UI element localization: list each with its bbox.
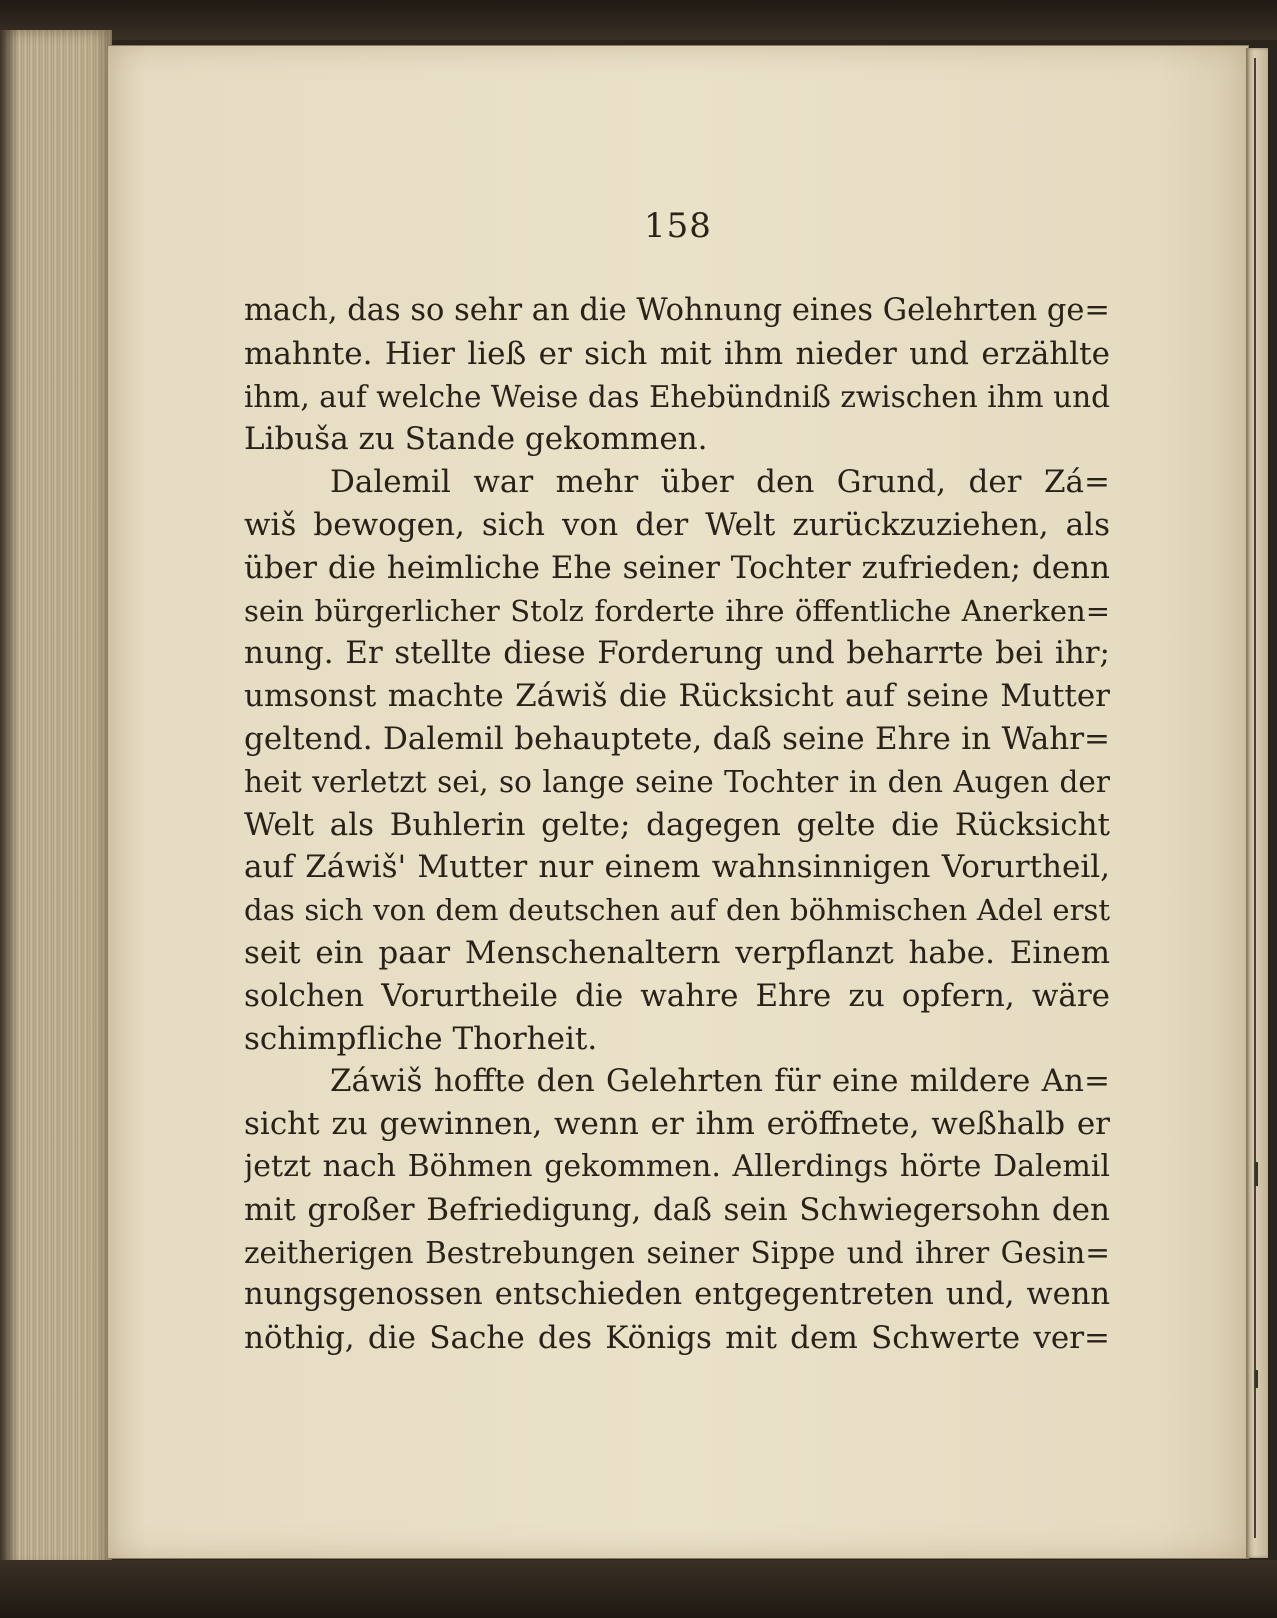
text-line: Dalemil war mehr über den Grund, der Zá= <box>330 464 1110 501</box>
binding-shadow-bottom <box>0 1560 1277 1618</box>
text-line: solchen Vorurtheile die wahre Ehre zu opfern, wäre <box>244 977 1110 1014</box>
text-line: heit verletzt sei, so lange seine Tochter in den Augen der <box>244 764 1110 799</box>
body-text <box>244 290 1110 1360</box>
text-line: ihm, auf welche Weise das Ehebündniß zwischen ihm und <box>244 379 1110 414</box>
text-line: Záwiš hoffte den Gelehrten für eine mildere An= <box>330 1063 1110 1100</box>
text-line: mahnte. Hier ließ er sich mit ihm nieder und erzählte <box>244 335 1110 372</box>
text-line: sein bürgerlicher Stolz forderte ihre öffentliche Anerken= <box>244 593 1110 628</box>
text-line: Libuša zu Stande gekommen. <box>244 421 708 458</box>
text-line: nungsgenossen entschieden entgegentreten und, wenn <box>244 1277 1110 1313</box>
page-number: 158 <box>644 206 712 246</box>
text-line: nöthig, die Sache des Königs mit dem Schwerte ver= <box>244 1320 1110 1357</box>
text-line: seit ein paar Menschenaltern verpflanzt habe. Einem <box>244 934 1110 971</box>
stacked-page-edges <box>0 30 112 1570</box>
margin-mark <box>1255 1370 1258 1388</box>
text-line: Welt als Buhlerin gelte; dagegen gelte die Rücksicht <box>244 806 1110 843</box>
book-page <box>108 46 1248 1558</box>
text-line: zeitherigen Bestrebungen seiner Sippe und ihrer Gesin= <box>244 1235 1110 1270</box>
right-page-edge <box>1246 48 1268 1558</box>
text-line: auf Záwiš' Mutter nur einem wahnsinnigen Vorurtheil, <box>244 849 1110 886</box>
text-line: über die heimliche Ehe seiner Tochter zufrieden; denn <box>244 549 1110 586</box>
text-line: nung. Er stellte diese Forderung und beharrte bei ihr; <box>244 635 1110 672</box>
text-line: wiš bewogen, sich von der Welt zurückzuziehen, als <box>244 506 1110 543</box>
text-line: das sich von dem deutschen auf den böhmischen Adel erst <box>244 893 1110 928</box>
binding-shadow-top <box>0 0 1277 40</box>
text-line: jetzt nach Böhmen gekommen. Allerdings hörte Dalemil <box>244 1148 1110 1184</box>
text-line: schimpfliche Thorheit. <box>244 1020 598 1057</box>
text-line: umsonst machte Záwiš die Rücksicht auf seine Mutter <box>244 678 1110 715</box>
text-line: sicht zu gewinnen, wenn er ihm eröffnete, weßhalb er <box>244 1106 1110 1143</box>
text-line: mach, das so sehr an die Wohnung eines Gelehrten ge= <box>244 293 1110 328</box>
text-line: mit großer Befriedigung, daß sein Schwiegersohn den <box>244 1191 1110 1228</box>
text-line: geltend. Dalemil behauptete, daß seine Ehre in Wahr= <box>244 720 1110 757</box>
margin-mark <box>1255 1162 1258 1186</box>
